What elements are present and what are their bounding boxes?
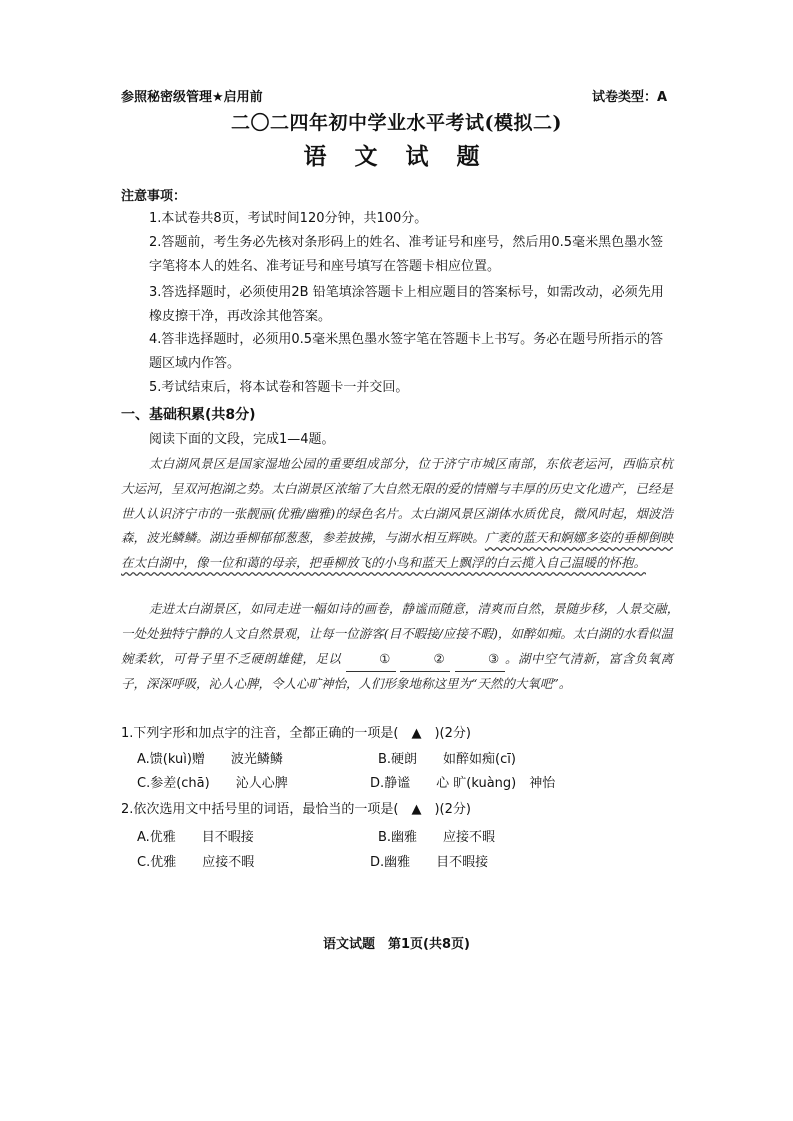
q1-option-b: B.硬朗 如醉如痴(cī) — [378, 752, 516, 767]
confidential-label: 参照秘密级管理★启用前 — [121, 90, 263, 105]
exam-title: 二〇二四年初中学业水平考试(模拟二) — [231, 112, 562, 134]
q1-option-c: C.参差(chā) 沁人心脾 — [137, 776, 288, 791]
q2-option-c: C.优雅 应接不暇 — [137, 855, 255, 870]
section-intro: 阅读下面的文段，完成1—4题。 — [149, 432, 335, 447]
notice-item-2: 2.答题前，考生务必先核对条形码上的姓名、准考证号和座号，然后用0.5毫米黑色墨水签字笔将本人的姓名、准考证号和座号填写在答题卡相应位置。 — [149, 235, 664, 274]
q2-option-b: B.幽雅 应接不暇 — [378, 830, 496, 845]
q2-option-d: D.幽雅 目不暇接 — [370, 855, 489, 870]
blank-1: ① — [346, 647, 396, 673]
paper-type-label: 试卷类型：A — [591, 90, 667, 105]
q1-option-d: D.静谧 心 旷(kuàng) 神怡 — [370, 776, 556, 791]
blank-2: ② — [400, 647, 450, 673]
notice-item-4: 4.答非选择题时，必须用0.5毫米黑色墨水签字笔在答题卡上书写。务必在题号所指示的答题区域内作答。 — [149, 332, 664, 371]
passage-paragraph-2: 走进太白湖景区，如同走进一幅如诗的画卷，静谧而随意，清爽而自然，景随步移，人景交融， 一处处独特宁静的人文自然景观，让每一位游客(目不暇接/应接不暇)，如醉如痴。太白湖的水看似温婉柔软，可骨子里不乏硬朗雄健，足以 ① ② ③ 。湖中空气清新，富含负氧离子，深深呼吸，沁人心脾，令人心旷神怡，人们形象地称这里为“天然的大氧吧”。 — [121, 601, 686, 692]
blank-3: ③ — [455, 647, 505, 673]
notice-item-3: 3.答选择题时，必须使用2B 铅笔填涂答题卡上相应题目的答案标号，如需改动，必须先用橡皮擦干净，再改涂其他答案。 — [149, 285, 664, 324]
page-footer: 语文试题 第1页(共8页) — [323, 937, 470, 952]
question-1-stem: 1.下列字形和加点字的注音，全都正确的一项是( ▲ )(2分) — [121, 726, 471, 741]
notice-item-1: 1.本试卷共8页，考试时间120分钟，共100分。 — [149, 211, 428, 226]
q1-option-a: A.馈(kuì)赠 波光鳞鳞 — [137, 752, 283, 767]
notice-item-5: 5.考试结束后，将本试卷和答题卡一并交回。 — [149, 380, 409, 395]
exam-subtitle: 语 文 试 题 — [303, 143, 490, 170]
question-2-stem: 2.依次选用文中括号里的词语，最恰当的一项是( ▲ )(2分) — [121, 802, 471, 817]
q2-option-a: A.优雅 目不暇接 — [137, 830, 254, 845]
section-heading: 一、基础积累(共8分) — [121, 407, 256, 423]
wavy-underlined-sentence: 广袤的蓝天和婀娜多姿的垂柳倒映在太白湖中，像一位和蔼的母亲，把垂柳放飞的小鸟和蓝天上飘浮的白云揽入自己温暖的怀抱。 — [121, 530, 673, 571]
passage-paragraph-1: 太白湖风景区是国家湿地公园的重要组成部分，位于济宁市城区南部，东依老运河，西临京杭大运河，呈双河抱湖之势。太白湖景区浓缩了大自然无限的爱的情赠与丰厚的历史文化遗产，已经是世人认识济宁市的一张靓丽(优雅/幽雅)的绿色名片。太白湖风景区湖体水质优良，微风时起，烟波浩森，波光鳞鳞。湖边垂柳郁郁葱葱，参差披拂，与湖水相互辉映。广袤的蓝天和婀娜多姿的垂柳倒映在太白湖中，像一位和蔼的母亲，把垂柳放飞的小鸟和蓝天上飘浮的白云揽入自己温暖的怀抱。 — [121, 456, 673, 571]
notice-heading: 注意事项： — [121, 189, 187, 204]
